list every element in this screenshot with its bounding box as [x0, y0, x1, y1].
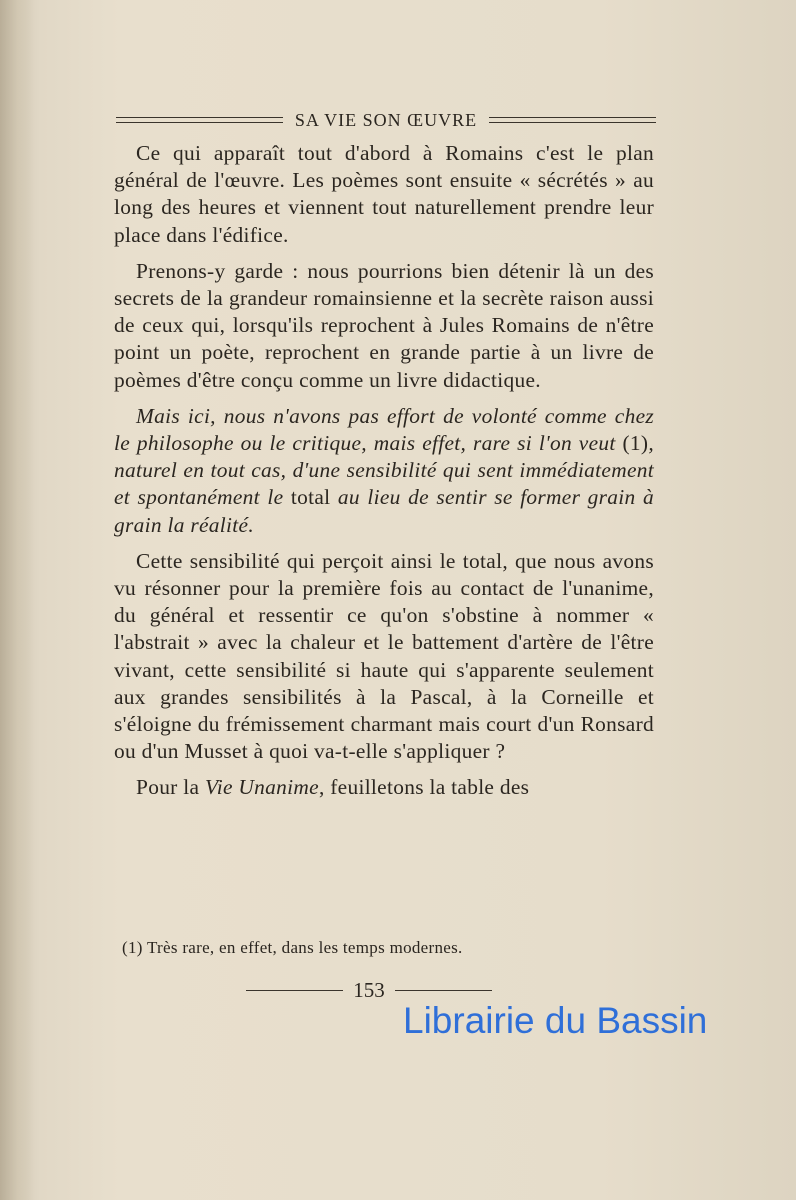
paragraph-4: Cette sensibilité qui perçoit ainsi le total, que nous avons vu résonner pour la première fois au contact de l'unanime, du général et ressentir ce qu'on s'obstine à nommer « l'abstrait » avec la chaleur et le battement d'artère de l'être vivant, cette sensibilité si haute qui s'apparente seulement aux grandes sensibilités à la Pascal, à la Corneille et s'éloigne du frémissement charmant mais court d'un Ronsard ou d'un Musset à quoi va-t-elle s'appliquer ?	[114, 548, 654, 764]
running-header	[116, 108, 656, 132]
watermark-text: Librairie du Bassin	[403, 1000, 708, 1041]
roman-span: total	[283, 485, 338, 510]
italic-span: , naturel en tout cas, d'une sensibilité qui sent immédiatement et spontanément	[114, 431, 654, 510]
paragraph-3	[114, 403, 654, 539]
header-rule-left	[116, 117, 283, 123]
italic-span: le	[267, 485, 284, 510]
footnote: (1) Très rare, en effet, dans les temps modernes.	[122, 938, 463, 957]
footnote-ref: (1)	[622, 431, 649, 456]
paragraph-2: Prenons-y garde : nous pourrions bien détenir là un des secrets de la grandeur romainsienne et la secrète raison aussi de ceux qui, lorsqu'ils reprochent à Jules Romains de n'être point un poète, reprochent en grande partie à un livre de poèmes d'être conçu comme un livre didactique.	[114, 258, 654, 392]
italic-span: au lieu de sentir se former grain à grain la réalité.	[114, 485, 654, 537]
page-number: 153	[353, 977, 385, 1002]
header-title: SA VIE SON ŒUVRE	[294, 109, 478, 130]
header-rule-right	[489, 117, 656, 123]
body-text	[114, 140, 654, 811]
roman-span: Pour la	[136, 775, 205, 800]
folio-rule-right	[395, 990, 492, 991]
italic-span: Mais ici, nous n'avons pas effort de volonté comme chez le philosophe ou le critique, mais effet, rare si l'on veut	[114, 403, 654, 456]
folio-rule-left	[246, 990, 343, 991]
page-gutter	[0, 0, 34, 1200]
paragraph-1: Ce qui apparaît tout d'abord à Romains c'est le plan général de l'œuvre. Les poèmes sont ensuite « sécrétés » au long des heures et viennent tout naturellement prendre leur place dans l'édifice.	[114, 141, 654, 247]
roman-span: , feuilletons la table des	[318, 775, 530, 800]
book-title: Vie Unanime	[204, 775, 319, 800]
paragraph-5	[114, 774, 654, 801]
